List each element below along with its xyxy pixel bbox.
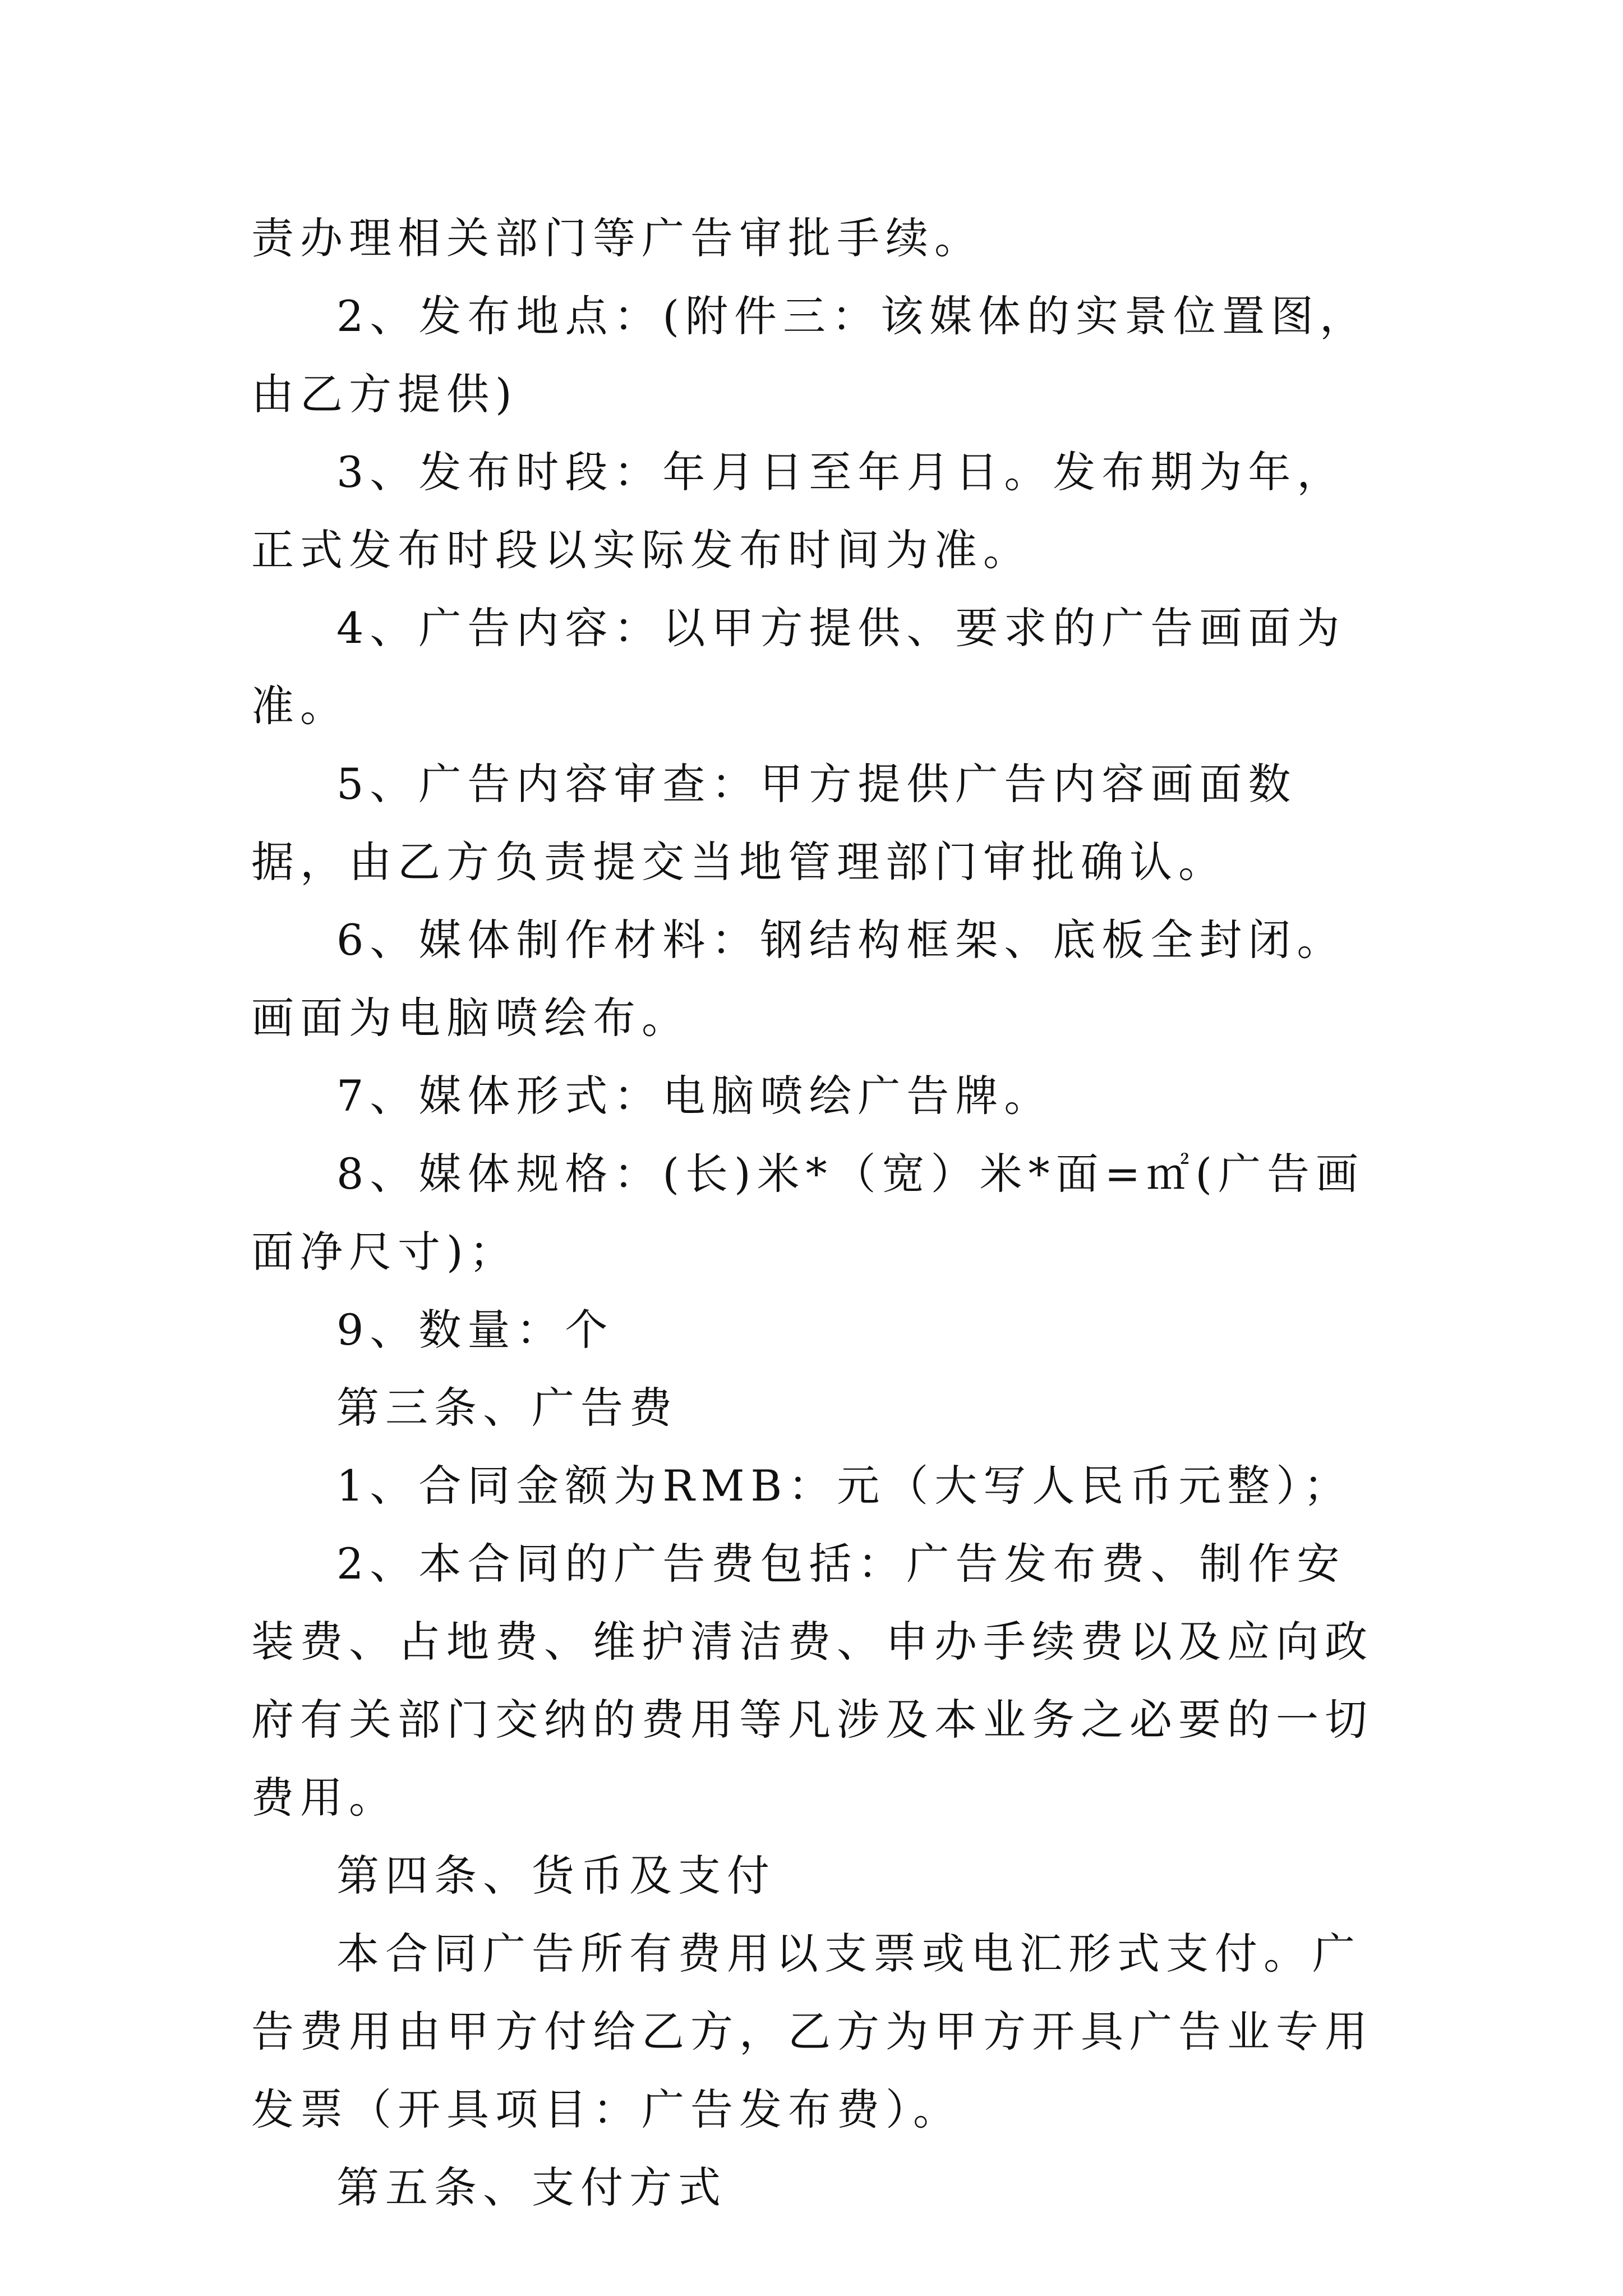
paragraph-2: 2、发布地点：(附件三：该媒体的实景位置图，由乙方提供)	[251, 291, 1369, 419]
paragraph-3: 3、发布时段：年月日至年月日。发布期为年，正式发布时段以实际发布时间为准。	[251, 447, 1346, 575]
paragraph-8: 8、媒体规格：(长)米*（宽）米*面=㎡(广告画面净尺寸)；	[251, 1149, 1364, 1277]
paragraph-10: 1、合同金额为RMB：元（大写人民币元整）；	[336, 1461, 1353, 1511]
paragraph-5: 5、广告内容审查：甲方提供广告内容画面数据，由乙方负责提交当地管理部门审批确认。	[251, 759, 1297, 887]
paragraph-11: 2、本合同的广告费包括：广告发布费、制作安装费、占地费、维护清洁费、申办手续费以及应向政府有关部门交纳的费用等凡涉及本业务之必要的一切费用。	[251, 1539, 1373, 1823]
section-heading-4: 第四条、货币及支付	[336, 1851, 776, 1901]
paragraph-9: 9、数量：个	[336, 1305, 614, 1355]
paragraph-1: 责办理相关部门等广告审批手续。	[251, 213, 983, 263]
section-heading-5: 第五条、支付方式	[336, 2162, 727, 2212]
paragraph-7: 7、媒体形式：电脑喷绘广告牌。	[336, 1071, 1053, 1121]
paragraph-6: 6、媒体制作材料：钢结构框架、底板全封闭。画面为电脑喷绘布。	[251, 915, 1346, 1043]
paragraph-4: 4、广告内容：以甲方提供、要求的广告画面为准。	[251, 603, 1346, 731]
paragraph-12: 本合同广告所有费用以支票或电汇形式支付。广告费用由甲方付给乙方，乙方为甲方开具广告业专用发票（开具项目：广告发布费）。	[251, 1929, 1373, 2134]
document-body	[251, 199, 1380, 2226]
section-heading-3: 第三条、广告费	[336, 1383, 678, 1433]
